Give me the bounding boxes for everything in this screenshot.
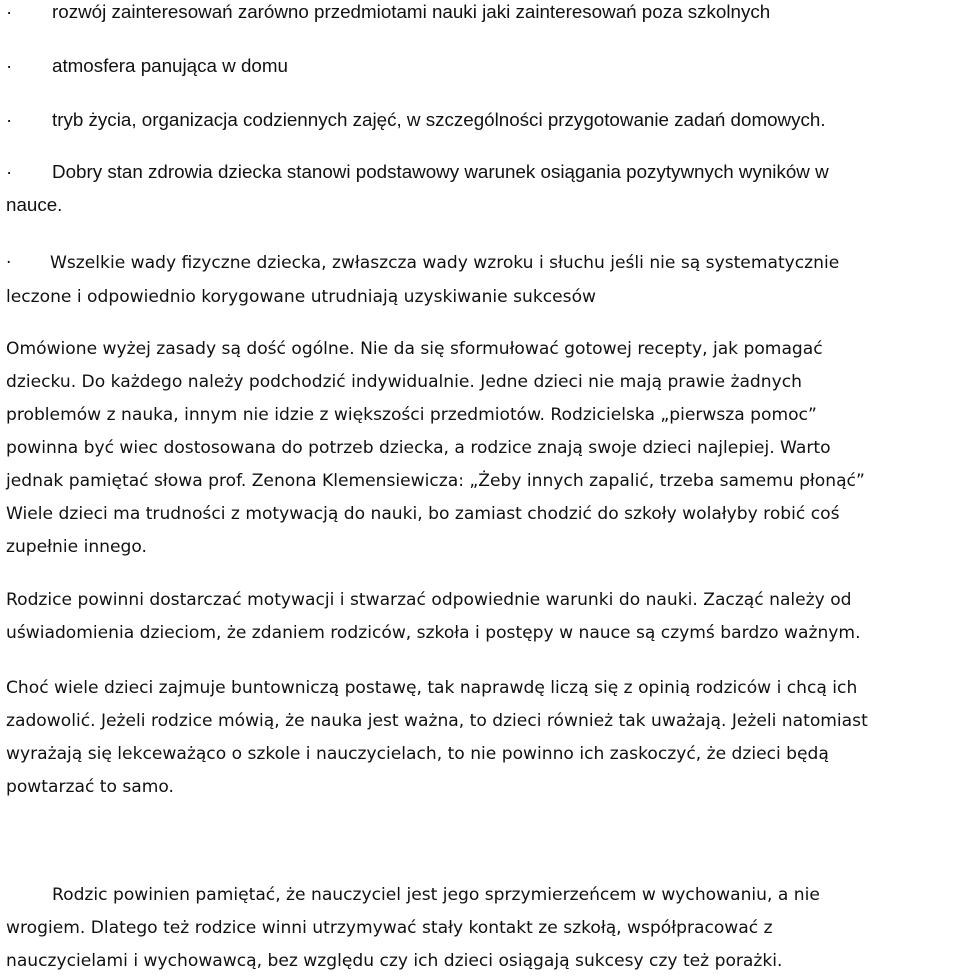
bullet-item-1 (6, 0, 770, 24)
paragraph-3-line-1: Choć wiele dzieci zajmuje buntowniczą postawę, tak naprawdę liczą się z opinią rodziców i chcą ich (6, 678, 858, 698)
paragraph-1-line-4: powinna być wiec dostosowana do potrzeb dziecka, a rodzice znają swoje dzieci najlepiej. Warto (6, 438, 831, 458)
paragraph-1-line-5: jednak pamiętać słowa prof. Zenona Klemensiewicza: „Żeby innych zapalić, trzeba samemu płonąć” (6, 471, 865, 491)
bullet-text: atmosfera panująca w domu (52, 55, 288, 76)
bullet-text: rozwój zainteresowań zarówno przedmiotami nauki jaki zainteresowań poza szkolnych (52, 1, 771, 22)
paragraph-4-line-2: wrogiem. Dlatego też rodzice winni utrzymywać stały kontakt ze szkołą, współpracować z (6, 918, 773, 938)
bullet-item-5 (6, 251, 839, 275)
paragraph-1-line-2: dziecku. Do każdego należy podchodzić indywidualnie. Jedne dzieci nie mają prawie żadnych (6, 372, 802, 392)
paragraph-1-line-3: problemów z nauka, innym nie idzie z większości przedmiotów. Rodzicielska „pierwsza pomoc” (6, 405, 817, 425)
bullet-text: tryb życia, organizacja codziennych zajęć, w szczególności przygotowanie zadań domowych. (52, 109, 826, 130)
paragraph-1-line-1: Omówione wyżej zasady są dość ogólne. Nie da się sformułować gotowej recepty, jak pomagać (6, 339, 823, 359)
paragraph-3-line-4: powtarzać to samo. (6, 777, 174, 797)
paragraph-2-line-2: uświadomienia dzieciom, że zdaniem rodziców, szkoła i postępy w nauce są czymś bardzo ważnym. (6, 623, 861, 643)
paragraph-2-line-1: Rodzice powinni dostarczać motywacji i stwarzać odpowiednie warunki do nauki. Zacząć należy od (6, 590, 852, 610)
bullet-item-4-wrap: nauce. (6, 194, 63, 215)
bullet-item-4 (6, 160, 829, 184)
bullet-item-5-wrap: leczone i odpowiednio korygowane utrudniają uzyskiwanie sukcesów (6, 287, 597, 307)
bullet-item-2 (6, 54, 288, 78)
paragraph-4-line-1: Rodzic powinien pamiętać, że nauczyciel jest jego sprzymierzeńcem w wychowaniu, a nie (52, 885, 820, 905)
bullet-dot: · (6, 55, 13, 76)
paragraph-1-line-7: zupełnie innego. (6, 537, 147, 557)
paragraph-3-line-2: zadowolić. Jeżeli rodzice mówią, że nauka jest ważna, to dzieci również tak uważają. Jeżeli natomiast (6, 711, 868, 731)
paragraph-3-line-3: wyrażają się lekceważąco o szkole i nauczycielach, to nie powinno ich zaskoczyć, że dzieci będą (6, 744, 829, 764)
bullet-text: Dobry stan zdrowia dziecka stanowi podstawowy warunek osiągania pozytywnych wyników w (52, 161, 829, 182)
bullet-dot: · (6, 253, 12, 273)
bullet-dot: · (6, 1, 13, 22)
bullet-dot: · (6, 161, 13, 182)
paragraph-1-line-6: Wiele dzieci ma trudności z motywacją do nauki, bo zamiast chodzić do szkoły wolałyby robić coś (6, 504, 840, 524)
paragraph-4-line-3: nauczycielami i wychowawcą, bez względu czy ich dzieci osiągają sukcesy czy też porażki. (6, 951, 783, 971)
bullet-item-3 (6, 108, 826, 132)
bullet-dot: · (6, 109, 13, 130)
bullet-text: Wszelkie wady fizyczne dziecka, zwłaszcza wady wzroku i słuchu jeśli nie są systematycznie (50, 253, 840, 273)
